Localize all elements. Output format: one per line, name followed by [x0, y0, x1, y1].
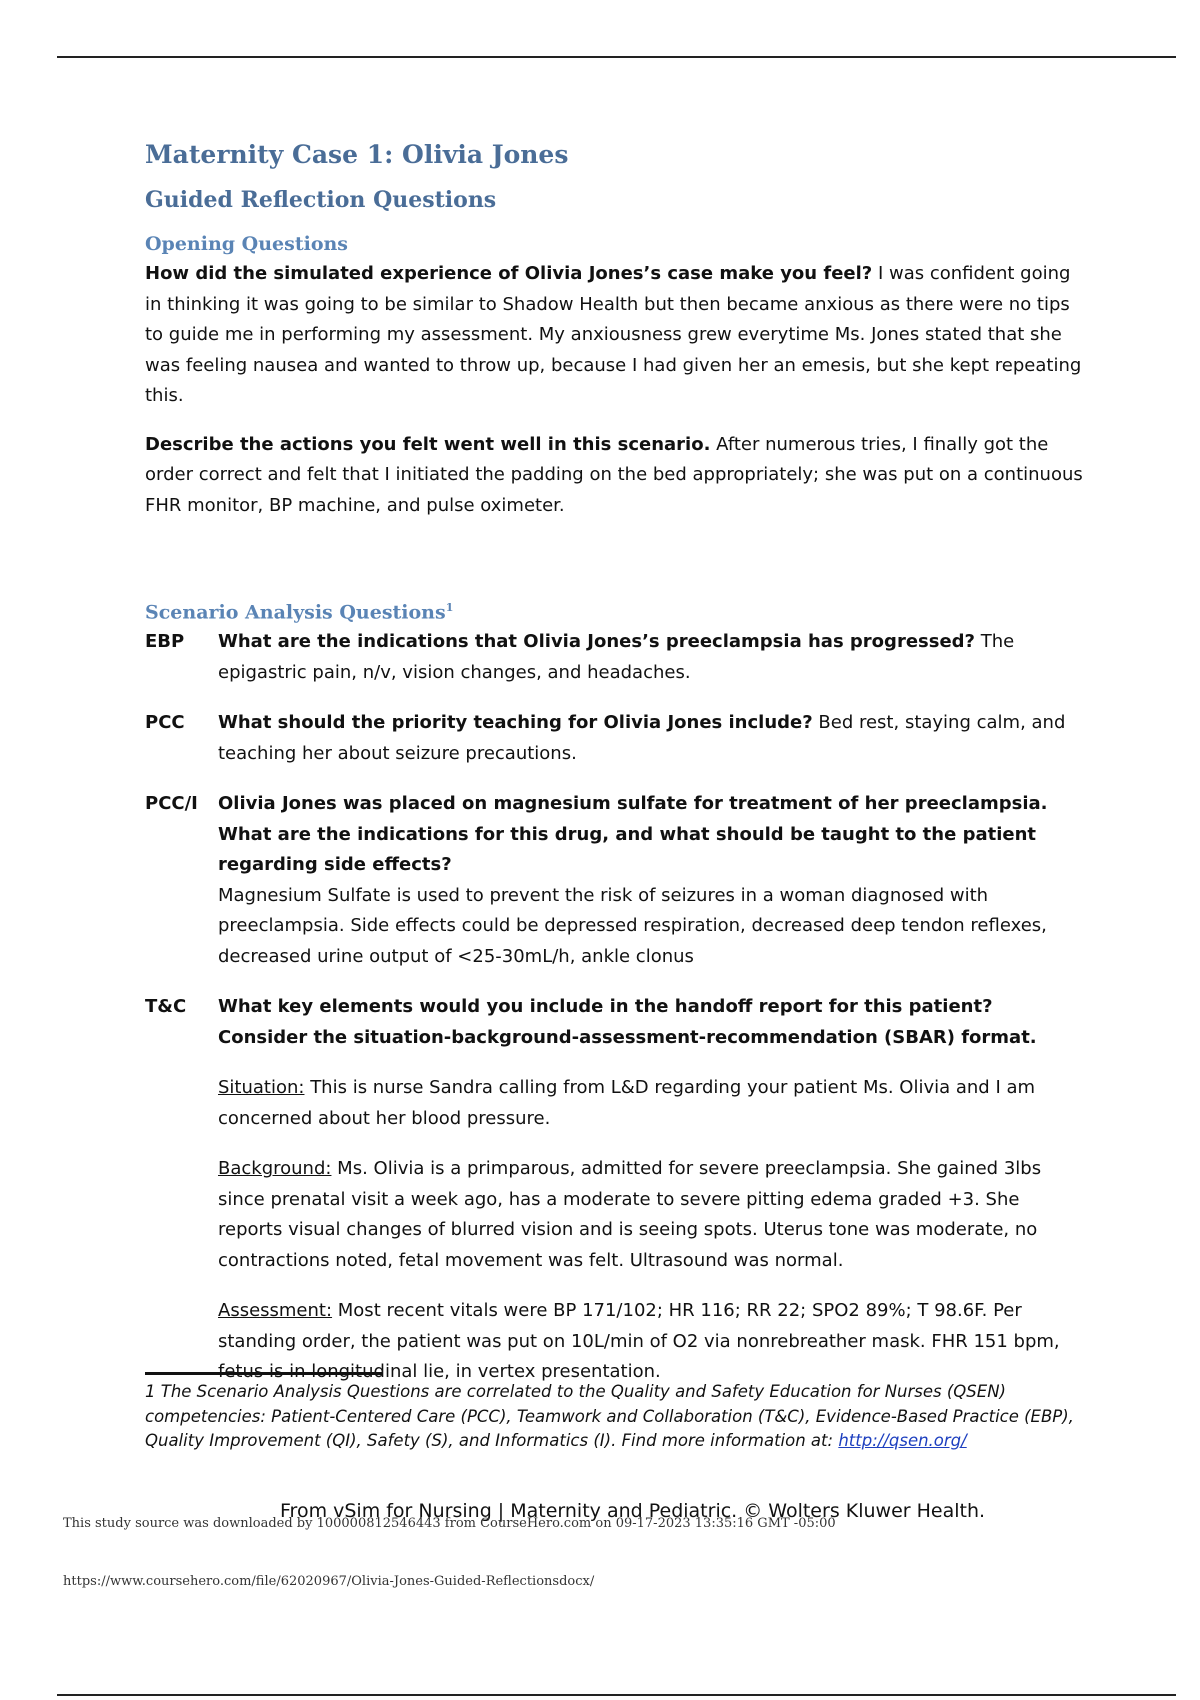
question-text: What key elements would you include in the handoff report for this patient? Consider the situation-background-assessment-recommendation (SBAR) format.	[218, 996, 1037, 1048]
answer-text: After numerous tries, I finally got the order correct and felt that I initiated the padding on the bed appropriately; she was put on a continuous FHR monitor, BP machine, and pulse oximeter.	[145, 433, 1083, 516]
footnote-separator	[145, 1372, 383, 1375]
scenario-question-pcc	[145, 708, 1085, 769]
sbar-label: Background:	[218, 1158, 332, 1180]
opening-questions-heading: Opening Questions	[145, 233, 348, 255]
sbar-label: Situation:	[218, 1077, 305, 1099]
question-text: What are the indications that Olivia Jones’s preeclampsia has progressed?	[218, 631, 975, 653]
question-text: Describe the actions you felt went well in this scenario.	[145, 433, 711, 455]
answer-text: Magnesium Sulfate is used to prevent the risk of seizures in a woman diagnosed with preeclampsia. Side effects could be depressed respiration, decreased deep tendon reflexes, decreased urine output of <25-30mL/h, ankle clonus	[218, 884, 1047, 967]
question-text: Olivia Jones was placed on magnesium sulfate for treatment of her preeclampsia. What are the indications for this drug, and what should be taught to the patient regarding side effects?	[218, 793, 1048, 876]
qsen-link[interactable]: http://qsen.org/	[838, 1431, 967, 1450]
answer-text: The epigastric pain, n/v, vision changes, and headaches.	[218, 631, 1015, 683]
document-title: Maternity Case 1: Olivia Jones	[145, 140, 569, 169]
bottom-rule	[57, 1694, 1176, 1696]
document-body	[145, 140, 1085, 1408]
sbar-label: Assessment:	[218, 1300, 333, 1322]
download-watermark: This study source was downloaded by 100000812546443 from CourseHero.com on 09-17-2023 13:35:16 GMT -05:00	[63, 1516, 836, 1531]
sbar-background: Background: Ms. Olivia is a primparous, admitted for severe preeclampsia. She gained 3lbs since prenatal visit a week ago, has a moderate to severe pitting edema graded +3. She reports visual changes of blurred vision and is seeing spots. Uterus tone was moderate, no contractions noted, fetal movement was felt. Ultrasound was normal.	[218, 1158, 1042, 1271]
scenario-question-pcc-i	[145, 789, 1085, 972]
sbar-assessment: Assessment: Most recent vitals were BP 171/102; HR 116; RR 22; SPO2 89%; T 98.6F. Per standing order, the patient was put on 10L/min of O2 via nonrebreather mask. FHR 151 bpm, fetus is in longitudinal lie, in vertex presentation.	[218, 1300, 1060, 1383]
opening-question-1	[145, 259, 1085, 412]
footnote-marker: 1	[445, 601, 454, 614]
question-text: What should the priority teaching for Olivia Jones include?	[218, 712, 813, 734]
scenario-question-tc	[145, 992, 1085, 1388]
scenario-analysis-heading: Scenario Analysis Questions$^1$	[145, 601, 454, 624]
answer-text: Bed rest, staying calm, and teaching her about seizure precautions.	[218, 712, 1066, 764]
document-subtitle: Guided Reflection Questions	[145, 187, 497, 213]
question-text: How did the simulated experience of Olivia Jones’s case make you feel?	[145, 263, 873, 284]
opening-question-2	[145, 430, 1085, 522]
source-url: https://www.coursehero.com/file/62020967/Olivia-Jones-Guided-Reflectionsdocx/	[63, 1574, 595, 1589]
qsen-tag: PCC/I	[145, 793, 198, 815]
qsen-tag: T&C	[145, 996, 187, 1018]
scenario-question-ebp	[145, 627, 1085, 688]
footnote: 1 The Scenario Analysis Questions are correlated to the Quality and Safety Education for Nurses (QSEN) competencies: Patient-Centered Care (PCC), Teamwork and Collaboration (T&C), Evidence-Based Practice (EBP), Quality Improvement (QI), Safety (S), and Informatics (I). Find more information at: http://qsen.org/	[145, 1382, 1074, 1450]
qsen-tag: EBP	[145, 631, 185, 653]
credit-line: From vSim for Nursing | Maternity and Pediatric. © Wolters Kluwer Health.	[280, 1500, 986, 1522]
qsen-tag: PCC	[145, 712, 185, 734]
answer-text: I was confident going in thinking it was going to be similar to Shadow Health but then became anxious as there were no tips to guide me in performing my assessment. My anxiousness grew everytime Ms. Jones stated that she was feeling nausea and wanted to throw up, because I had given her an emesis, but she kept repeating this.	[145, 263, 1082, 406]
sbar-situation: Situation: This is nurse Sandra calling from L&D regarding your patient Ms. Olivia and I am concerned about her blood pressure.	[218, 1077, 1036, 1129]
top-rule	[57, 56, 1176, 58]
